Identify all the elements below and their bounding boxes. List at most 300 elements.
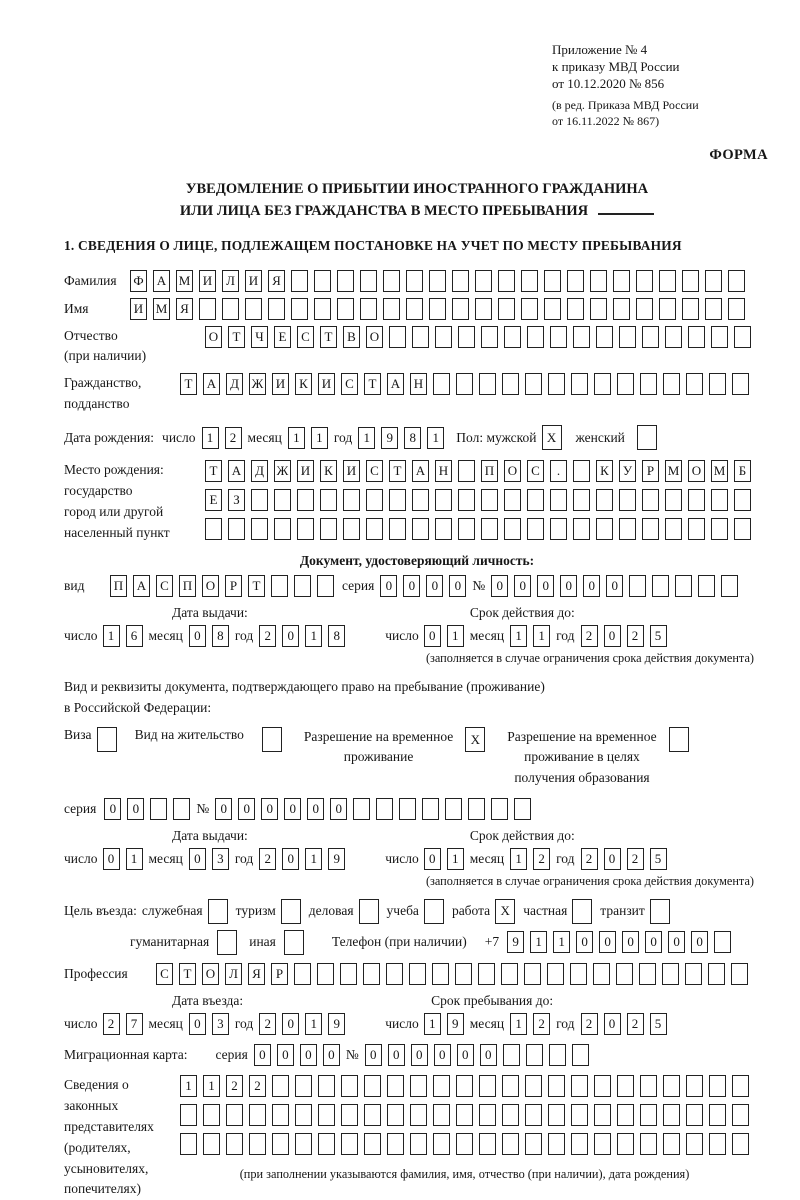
res-expiry-year-cell[interactable]: 5	[650, 848, 667, 870]
purpose-tourism-checkbox-cell[interactable]	[281, 899, 301, 924]
citizenship-cell[interactable]	[502, 373, 519, 395]
surname-cell[interactable]	[429, 270, 446, 292]
birth-place-cell[interactable]	[504, 518, 521, 540]
identity-doc-number-cell[interactable]: 0	[514, 575, 531, 597]
profession-cell[interactable]	[731, 963, 748, 985]
birth-place-cell[interactable]	[665, 489, 682, 511]
surname-cell[interactable]	[613, 270, 630, 292]
given-name-cell[interactable]	[245, 298, 262, 320]
birth-place-cell[interactable]: А	[228, 460, 245, 482]
birth-place-cell[interactable]	[435, 518, 452, 540]
phone-cell[interactable]: 0	[691, 931, 708, 953]
profession-cell[interactable]	[501, 963, 518, 985]
guardians-cell[interactable]	[663, 1104, 680, 1126]
patronymic-cell[interactable]	[458, 326, 475, 348]
res-expiry-day-cell[interactable]: 0	[424, 848, 441, 870]
phone-cell[interactable]: 9	[507, 931, 524, 953]
guardians-cell[interactable]: 2	[226, 1075, 243, 1097]
given-name-cell[interactable]	[682, 298, 699, 320]
residence-doc-number-cell[interactable]: 0	[261, 798, 278, 820]
guardians-cell[interactable]: 1	[180, 1075, 197, 1097]
surname-cell[interactable]	[590, 270, 607, 292]
guardians-cell[interactable]	[387, 1075, 404, 1097]
profession-cell[interactable]	[317, 963, 334, 985]
citizenship-cell[interactable]	[663, 373, 680, 395]
guardians-cell[interactable]	[456, 1133, 473, 1155]
identity-doc-type-cell[interactable]: Р	[225, 575, 242, 597]
birth-place-cell[interactable]: И	[297, 460, 314, 482]
identity-doc-type-cell[interactable]	[317, 575, 334, 597]
phone-cell[interactable]: 0	[622, 931, 639, 953]
profession-cell[interactable]: Л	[225, 963, 242, 985]
patronymic-cell[interactable]: Т	[228, 326, 245, 348]
migration-card-number-cell[interactable]: 0	[434, 1044, 451, 1066]
profession-cell[interactable]	[340, 963, 357, 985]
identity-doc-series-cell[interactable]: 0	[403, 575, 420, 597]
migration-card-series-cell[interactable]: 0	[277, 1044, 294, 1066]
birth-place-cell[interactable]: И	[343, 460, 360, 482]
migration-card-number-cell[interactable]	[503, 1044, 520, 1066]
issue-month-cell[interactable]: 8	[212, 625, 229, 647]
residence-permit-checkbox-cell[interactable]	[262, 727, 282, 752]
identity-doc-type-cell[interactable]: А	[133, 575, 150, 597]
profession-cell[interactable]	[708, 963, 725, 985]
profession-cell[interactable]	[363, 963, 380, 985]
sex-female-checkbox-cell[interactable]	[637, 425, 657, 450]
patronymic-cell[interactable]: В	[343, 326, 360, 348]
guardians-cell[interactable]	[433, 1104, 450, 1126]
guardians-cell[interactable]	[249, 1104, 266, 1126]
birth-place-cell[interactable]	[458, 460, 475, 482]
birth-place-cell[interactable]	[596, 518, 613, 540]
res-issue-day-cell[interactable]: 1	[126, 848, 143, 870]
identity-doc-number-cell[interactable]: 0	[583, 575, 600, 597]
patronymic-cell[interactable]	[711, 326, 728, 348]
birth-place-cell[interactable]	[412, 489, 429, 511]
issue-day-cell[interactable]: 6	[126, 625, 143, 647]
guardians-cell[interactable]	[272, 1104, 289, 1126]
patronymic-cell[interactable]	[504, 326, 521, 348]
res-issue-year-cell[interactable]: 9	[328, 848, 345, 870]
guardians-cell[interactable]	[663, 1075, 680, 1097]
guardians-cell[interactable]	[548, 1075, 565, 1097]
res-issue-year-cell[interactable]: 1	[305, 848, 322, 870]
entry-day-cell[interactable]: 7	[126, 1013, 143, 1035]
birth-place-cell[interactable]	[619, 489, 636, 511]
citizenship-cell[interactable]	[617, 373, 634, 395]
citizenship-cell[interactable]: К	[295, 373, 312, 395]
profession-cell[interactable]: Т	[179, 963, 196, 985]
identity-doc-type-cell[interactable]: П	[110, 575, 127, 597]
surname-cell[interactable]	[682, 270, 699, 292]
surname-cell[interactable]	[521, 270, 538, 292]
guardians-cell[interactable]	[640, 1133, 657, 1155]
guardians-cell[interactable]	[226, 1133, 243, 1155]
profession-cell[interactable]	[432, 963, 449, 985]
residence-doc-number-cell[interactable]	[468, 798, 485, 820]
guardians-cell[interactable]	[571, 1133, 588, 1155]
citizenship-cell[interactable]	[571, 373, 588, 395]
guardians-cell[interactable]	[732, 1075, 749, 1097]
patronymic-cell[interactable]: Т	[320, 326, 337, 348]
identity-doc-number-cell[interactable]	[675, 575, 692, 597]
profession-cell[interactable]	[524, 963, 541, 985]
guardians-cell[interactable]	[180, 1133, 197, 1155]
entry-year-cell[interactable]: 1	[305, 1013, 322, 1035]
given-name-cell[interactable]	[222, 298, 239, 320]
profession-cell[interactable]	[662, 963, 679, 985]
migration-card-series-cell[interactable]: 0	[323, 1044, 340, 1066]
entry-year-cell[interactable]: 0	[282, 1013, 299, 1035]
patronymic-cell[interactable]	[481, 326, 498, 348]
res-expiry-year-cell[interactable]: 0	[604, 848, 621, 870]
guardians-cell[interactable]	[571, 1075, 588, 1097]
identity-doc-type-cell[interactable]	[294, 575, 311, 597]
guardians-cell[interactable]	[387, 1133, 404, 1155]
guardians-cell[interactable]	[341, 1075, 358, 1097]
patronymic-cell[interactable]	[642, 326, 659, 348]
stay-month-cell[interactable]: 2	[533, 1013, 550, 1035]
entry-month-cell[interactable]: 3	[212, 1013, 229, 1035]
residence-doc-number-cell[interactable]: 0	[307, 798, 324, 820]
guardians-cell[interactable]	[525, 1104, 542, 1126]
guardians-cell[interactable]	[571, 1104, 588, 1126]
given-name-cell[interactable]	[314, 298, 331, 320]
birth-place-cell[interactable]	[573, 518, 590, 540]
given-name-cell[interactable]	[544, 298, 561, 320]
birth-place-cell[interactable]	[550, 489, 567, 511]
guardians-cell[interactable]	[433, 1075, 450, 1097]
given-name-cell[interactable]: М	[153, 298, 170, 320]
identity-doc-type-cell[interactable]: П	[179, 575, 196, 597]
profession-cell[interactable]	[547, 963, 564, 985]
given-name-cell[interactable]	[429, 298, 446, 320]
birth-place-cell[interactable]	[711, 489, 728, 511]
guardians-cell[interactable]	[686, 1133, 703, 1155]
guardians-cell[interactable]	[295, 1133, 312, 1155]
guardians-cell[interactable]	[456, 1104, 473, 1126]
guardians-cell[interactable]	[617, 1104, 634, 1126]
expiry-year-cell[interactable]: 5	[650, 625, 667, 647]
birth-place-cell[interactable]: Т	[205, 460, 222, 482]
surname-cell[interactable]	[659, 270, 676, 292]
guardians-cell[interactable]	[318, 1104, 335, 1126]
surname-cell[interactable]: И	[199, 270, 216, 292]
guardians-cell[interactable]	[617, 1133, 634, 1155]
surname-cell[interactable]	[544, 270, 561, 292]
birth-place-cell[interactable]: Е	[205, 489, 222, 511]
birth-year-cell[interactable]: 1	[427, 427, 444, 449]
stay-year-cell[interactable]: 2	[627, 1013, 644, 1035]
surname-cell[interactable]	[728, 270, 745, 292]
issue-year-cell[interactable]: 1	[305, 625, 322, 647]
guardians-cell[interactable]	[272, 1075, 289, 1097]
expiry-month-cell[interactable]: 1	[533, 625, 550, 647]
guardians-cell[interactable]	[640, 1075, 657, 1097]
birth-place-cell[interactable]	[228, 518, 245, 540]
issue-year-cell[interactable]: 8	[328, 625, 345, 647]
birth-place-cell[interactable]	[297, 518, 314, 540]
guardians-cell[interactable]	[502, 1133, 519, 1155]
guardians-cell[interactable]	[272, 1133, 289, 1155]
migration-card-number-cell[interactable]: 0	[388, 1044, 405, 1066]
issue-month-cell[interactable]: 0	[189, 625, 206, 647]
citizenship-cell[interactable]: И	[318, 373, 335, 395]
surname-cell[interactable]	[337, 270, 354, 292]
given-name-cell[interactable]	[452, 298, 469, 320]
guardians-cell[interactable]	[410, 1104, 427, 1126]
guardians-cell[interactable]	[502, 1075, 519, 1097]
profession-cell[interactable]	[386, 963, 403, 985]
phone-cell[interactable]: 0	[576, 931, 593, 953]
res-issue-day-cell[interactable]: 0	[103, 848, 120, 870]
birth-place-cell[interactable]	[481, 489, 498, 511]
given-name-cell[interactable]	[383, 298, 400, 320]
guardians-cell[interactable]	[341, 1133, 358, 1155]
guardians-cell[interactable]	[341, 1104, 358, 1126]
surname-cell[interactable]	[636, 270, 653, 292]
guardians-cell[interactable]	[318, 1133, 335, 1155]
patronymic-cell[interactable]	[688, 326, 705, 348]
stay-day-cell[interactable]: 9	[447, 1013, 464, 1035]
birth-place-cell[interactable]	[527, 518, 544, 540]
surname-cell[interactable]	[360, 270, 377, 292]
entry-year-cell[interactable]: 9	[328, 1013, 345, 1035]
migration-card-number-cell[interactable]	[572, 1044, 589, 1066]
purpose-private-checkbox-cell[interactable]	[572, 899, 592, 924]
expiry-year-cell[interactable]: 2	[581, 625, 598, 647]
res-issue-year-cell[interactable]: 0	[282, 848, 299, 870]
phone-cell[interactable]: 0	[645, 931, 662, 953]
profession-cell[interactable]	[685, 963, 702, 985]
birth-place-cell[interactable]: .	[550, 460, 567, 482]
birth-year-cell[interactable]: 8	[404, 427, 421, 449]
entry-day-cell[interactable]: 2	[103, 1013, 120, 1035]
birth-place-cell[interactable]	[205, 518, 222, 540]
birth-place-cell[interactable]: У	[619, 460, 636, 482]
guardians-cell[interactable]	[387, 1104, 404, 1126]
birth-place-cell[interactable]: Р	[642, 460, 659, 482]
guardians-cell[interactable]	[479, 1075, 496, 1097]
stay-month-cell[interactable]: 1	[510, 1013, 527, 1035]
birth-place-cell[interactable]	[711, 518, 728, 540]
birth-place-cell[interactable]	[573, 489, 590, 511]
patronymic-cell[interactable]: С	[297, 326, 314, 348]
patronymic-cell[interactable]: О	[366, 326, 383, 348]
given-name-cell[interactable]	[567, 298, 584, 320]
residence-doc-number-cell[interactable]	[445, 798, 462, 820]
given-name-cell[interactable]: Я	[176, 298, 193, 320]
profession-cell[interactable]: Я	[248, 963, 265, 985]
surname-cell[interactable]	[452, 270, 469, 292]
birth-month-cell[interactable]: 1	[288, 427, 305, 449]
given-name-cell[interactable]	[590, 298, 607, 320]
citizenship-cell[interactable]: Д	[226, 373, 243, 395]
residence-doc-number-cell[interactable]	[491, 798, 508, 820]
visa-checkbox-cell[interactable]	[97, 727, 117, 752]
birth-place-cell[interactable]	[458, 518, 475, 540]
birth-place-cell[interactable]	[343, 489, 360, 511]
given-name-cell[interactable]	[613, 298, 630, 320]
birth-place-cell[interactable]: З	[228, 489, 245, 511]
surname-cell[interactable]: М	[176, 270, 193, 292]
guardians-cell[interactable]: 2	[249, 1075, 266, 1097]
birth-year-cell[interactable]: 9	[381, 427, 398, 449]
guardians-cell[interactable]	[686, 1075, 703, 1097]
citizenship-cell[interactable]: Ж	[249, 373, 266, 395]
patronymic-cell[interactable]: О	[205, 326, 222, 348]
guardians-cell[interactable]	[433, 1133, 450, 1155]
migration-card-number-cell[interactable]: 0	[365, 1044, 382, 1066]
entry-year-cell[interactable]: 2	[259, 1013, 276, 1035]
identity-doc-series-cell[interactable]: 0	[426, 575, 443, 597]
stay-year-cell[interactable]: 0	[604, 1013, 621, 1035]
citizenship-cell[interactable]: Т	[364, 373, 381, 395]
residence-doc-number-cell[interactable]: 0	[284, 798, 301, 820]
birth-place-cell[interactable]	[251, 518, 268, 540]
guardians-cell[interactable]	[548, 1133, 565, 1155]
birth-place-cell[interactable]	[389, 518, 406, 540]
birth-place-cell[interactable]	[734, 489, 751, 511]
purpose-other-checkbox-cell[interactable]	[284, 930, 304, 955]
birth-place-cell[interactable]: Б	[734, 460, 751, 482]
migration-card-number-cell[interactable]: 0	[411, 1044, 428, 1066]
profession-cell[interactable]	[409, 963, 426, 985]
birth-place-cell[interactable]	[596, 489, 613, 511]
birth-place-cell[interactable]: О	[688, 460, 705, 482]
guardians-cell[interactable]	[525, 1075, 542, 1097]
birth-month-cell[interactable]: 1	[311, 427, 328, 449]
given-name-cell[interactable]	[728, 298, 745, 320]
residence-doc-number-cell[interactable]: 0	[330, 798, 347, 820]
profession-cell[interactable]	[570, 963, 587, 985]
guardians-cell[interactable]	[203, 1104, 220, 1126]
birth-place-cell[interactable]	[527, 489, 544, 511]
profession-cell[interactable]: О	[202, 963, 219, 985]
guardians-cell[interactable]	[548, 1104, 565, 1126]
patronymic-cell[interactable]	[550, 326, 567, 348]
birth-place-cell[interactable]: Ж	[274, 460, 291, 482]
given-name-cell[interactable]	[268, 298, 285, 320]
phone-cell[interactable]: 0	[668, 931, 685, 953]
guardians-cell[interactable]	[410, 1133, 427, 1155]
issue-year-cell[interactable]: 0	[282, 625, 299, 647]
guardians-cell[interactable]	[410, 1075, 427, 1097]
guardians-cell[interactable]	[709, 1075, 726, 1097]
birth-place-cell[interactable]	[274, 489, 291, 511]
guardians-cell[interactable]	[525, 1133, 542, 1155]
entry-month-cell[interactable]: 0	[189, 1013, 206, 1035]
birth-place-cell[interactable]	[504, 489, 521, 511]
identity-doc-type-cell[interactable]: Т	[248, 575, 265, 597]
given-name-cell[interactable]	[498, 298, 515, 320]
migration-card-series-cell[interactable]: 0	[300, 1044, 317, 1066]
citizenship-cell[interactable]	[525, 373, 542, 395]
citizenship-cell[interactable]: А	[387, 373, 404, 395]
surname-cell[interactable]	[406, 270, 423, 292]
expiry-day-cell[interactable]: 1	[447, 625, 464, 647]
birth-day-cell[interactable]: 2	[225, 427, 242, 449]
purpose-official-checkbox-cell[interactable]	[208, 899, 228, 924]
guardians-cell[interactable]	[203, 1133, 220, 1155]
residence-doc-number-cell[interactable]	[376, 798, 393, 820]
surname-cell[interactable]	[498, 270, 515, 292]
citizenship-cell[interactable]	[456, 373, 473, 395]
citizenship-cell[interactable]	[548, 373, 565, 395]
birth-place-cell[interactable]	[688, 518, 705, 540]
profession-cell[interactable]: С	[156, 963, 173, 985]
stay-year-cell[interactable]: 2	[581, 1013, 598, 1035]
birth-place-cell[interactable]	[665, 518, 682, 540]
identity-doc-type-cell[interactable]: С	[156, 575, 173, 597]
res-expiry-year-cell[interactable]: 2	[581, 848, 598, 870]
res-issue-month-cell[interactable]: 3	[212, 848, 229, 870]
residence-doc-series-cell[interactable]	[173, 798, 190, 820]
birth-place-cell[interactable]: Н	[435, 460, 452, 482]
guardians-cell[interactable]	[318, 1075, 335, 1097]
citizenship-cell[interactable]: Н	[410, 373, 427, 395]
identity-doc-number-cell[interactable]: 0	[537, 575, 554, 597]
birth-place-cell[interactable]: С	[366, 460, 383, 482]
guardians-cell[interactable]	[502, 1104, 519, 1126]
migration-card-number-cell[interactable]: 0	[480, 1044, 497, 1066]
birth-place-cell[interactable]	[573, 460, 590, 482]
patronymic-cell[interactable]	[412, 326, 429, 348]
profession-cell[interactable]: Р	[271, 963, 288, 985]
stay-day-cell[interactable]: 1	[424, 1013, 441, 1035]
birth-year-cell[interactable]: 1	[358, 427, 375, 449]
identity-doc-number-cell[interactable]: 0	[491, 575, 508, 597]
profession-cell[interactable]	[616, 963, 633, 985]
expiry-month-cell[interactable]: 1	[510, 625, 527, 647]
issue-day-cell[interactable]: 1	[103, 625, 120, 647]
identity-doc-number-cell[interactable]	[698, 575, 715, 597]
residence-doc-number-cell[interactable]	[422, 798, 439, 820]
identity-doc-number-cell[interactable]: 0	[606, 575, 623, 597]
residence-doc-number-cell[interactable]	[514, 798, 531, 820]
citizenship-cell[interactable]	[686, 373, 703, 395]
residence-doc-series-cell[interactable]: 0	[104, 798, 121, 820]
surname-cell[interactable]	[383, 270, 400, 292]
surname-cell[interactable]	[475, 270, 492, 292]
identity-doc-number-cell[interactable]	[652, 575, 669, 597]
res-expiry-year-cell[interactable]: 2	[627, 848, 644, 870]
surname-cell[interactable]	[291, 270, 308, 292]
surname-cell[interactable]: А	[153, 270, 170, 292]
birth-place-cell[interactable]: О	[504, 460, 521, 482]
res-expiry-day-cell[interactable]: 1	[447, 848, 464, 870]
birth-place-cell[interactable]: Т	[389, 460, 406, 482]
surname-cell[interactable]	[567, 270, 584, 292]
birth-place-cell[interactable]: П	[481, 460, 498, 482]
phone-cell[interactable]	[714, 931, 731, 953]
migration-card-number-cell[interactable]: 0	[457, 1044, 474, 1066]
identity-doc-number-cell[interactable]	[629, 575, 646, 597]
patronymic-cell[interactable]	[573, 326, 590, 348]
residence-doc-series-cell[interactable]	[150, 798, 167, 820]
patronymic-cell[interactable]	[665, 326, 682, 348]
guardians-cell[interactable]	[249, 1133, 266, 1155]
birth-place-cell[interactable]	[251, 489, 268, 511]
guardians-cell[interactable]	[295, 1075, 312, 1097]
phone-cell[interactable]: 1	[553, 931, 570, 953]
temp-permit-edu-checkbox-cell[interactable]	[669, 727, 689, 752]
guardians-cell[interactable]	[709, 1133, 726, 1155]
guardians-cell[interactable]	[617, 1075, 634, 1097]
purpose-transit-checkbox-cell[interactable]	[650, 899, 670, 924]
birth-place-cell[interactable]	[688, 489, 705, 511]
birth-place-cell[interactable]	[734, 518, 751, 540]
